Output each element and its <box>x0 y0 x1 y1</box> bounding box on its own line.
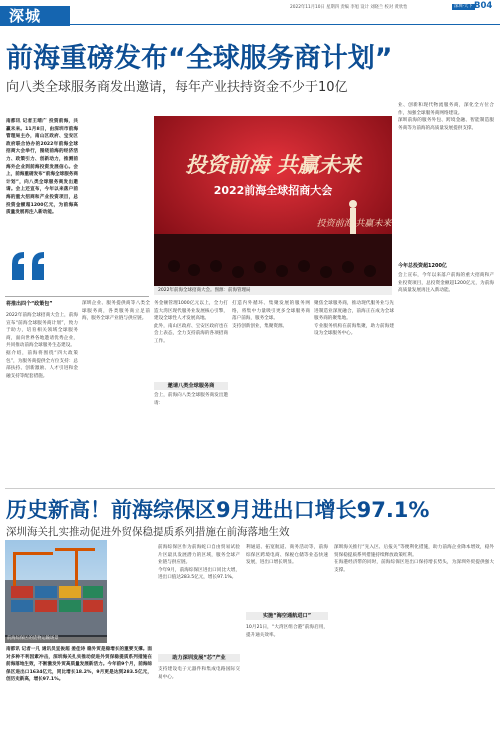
article1-photo-caption: 2022年前海全球招商大会。图源：前海管理局 <box>154 286 392 295</box>
article2-col3-tail: 10月21日，“大湾区组合港”前海启用，提升通关效率。 <box>246 625 328 638</box>
article1-col6-heading: 今年总投资超1200亿 <box>398 263 447 269</box>
article2-col3-heading: 实施“海空通航进口” <box>246 612 328 620</box>
quote-mark-icon <box>10 250 50 286</box>
article1-col4-body: 打造内外循环、集聚发展的服务网络，将集中力量吸引更多全球服务商落户前海，服务全球。 支持创新创业，集聚资源。 <box>232 301 310 329</box>
article1-col1-body: 2022年前海全球招商大会上，前海宣布“前海全球服务商计划”，致力于助力，培育相关领域全球服务商，面向世界各地邀请优秀企业，共同推动前海全球服务生态建设。 据介绍，前海将围绕“四大政策包”，为服务商提供全方位支持：总部扶持、创新激励、人才引进和金融支持等配套措施。 <box>6 313 78 379</box>
article1-subtitle: 向八类全球服务商发出邀请，每年产业扶持资金不少于10亿 <box>6 80 348 95</box>
article1-col3-body: 务金额管理1000亿元以上，全力打造大湾区现代服务业发展核心引擎，建设全球性人才发展高地。 此外，南山区政府、宝安区政府也在会上表态，全力支持前海的各项招商工作。 <box>154 301 228 344</box>
article2-col2-tail: 支持建设电子元器件和集成电路国际交易中心。 <box>158 667 240 680</box>
stage-title: 2022前海全球招商大会 <box>213 184 333 197</box>
article2-subtitle: 深圳海关扎实推动促进外贸保稳提质系列措施在前海落地生效 <box>6 526 290 538</box>
edition-badge: 深圳·天下 <box>454 4 473 9</box>
section-rule <box>5 296 149 297</box>
page-number: B04 <box>474 1 493 11</box>
article2-col2-heading: 助力深圳发展“芯”产业 <box>158 654 240 662</box>
article1-col2-body: 深圳企业、服务提供商等八类全球服务商，各类服务商立足前海，服务全球产业链与供应链。 <box>82 301 150 322</box>
article1-title[interactable]: 前海重磅发布“全球服务商计划” <box>6 43 393 74</box>
article2-col2-body: 前海综保区作为前海蛇口自由贸易试验片区最具发展潜力的区域，服务全球产业链与供应链。 今年9月，前海综保区进出口同比大增，进出口值达283.5亿元，增长97.1%。 <box>158 545 240 581</box>
article2-title[interactable]: 历史新高！前海综保区9月进出口增长97.1% <box>6 498 430 522</box>
article1-lead: 南都讯 记者王靖广 投资前海，共赢未来。11月8日，由深圳市前海管理局主办，南山区政府、宝安区政府联合协办的2022年前海全球招商大会举行，围绕前海的经济活力、政策引力、创新动力，推测前海外企业到前海投资发展信心。会上，前海重磅发布“前海全球服务商计划”，向八类全球服务商发出邀请。会上还宣布，今年以来落户前海的重大招商和产业投资项目，总投资金额超1200亿元，为前海高质量发展再注入新动能。 <box>6 119 78 216</box>
article1-photo[interactable] <box>154 116 392 286</box>
article-divider <box>5 488 495 489</box>
page-header <box>0 0 500 24</box>
article1-col6-body: 会上宣布，今年以来落户前海的重大招商和产业投资项目，总投资金额超1200亿元，为前海高质量发展再注入新动能。 <box>398 273 494 294</box>
article1-col5-body: 聚焦全球服务商，推动现代服务业与先进制造业深度融合，前海正在成为全球服务商的聚集地。 专业服务机构在前海集聚，助力前海建设为全球服务中心。 <box>314 301 394 337</box>
article1-col6-top: 业、创新和现代物流服务商，深化全方位合作，加强全球服务商网络建设。 深圳前海的服务外包、跨境金融、智能制造服务商等为前海的高质量发展提供支撑。 <box>398 103 494 131</box>
article2-lead: 南都讯 记者一凡 通讯员宣俊超 姜佳诗 稳外贸是稳增长的重要支撑。面对多种不利因素冲击，深圳海关扎实推动促进外贸保稳提质系列措施在前海落地生效，不断激发外贸高质量发展新活力。今年前9个月，前海综保区进出口1634亿元，同比增长18.2%，9月更是达到283.5亿元，创历史新高，增长97.1%。 <box>6 647 152 683</box>
article1-section1-heading: 将推出四个“政策包” <box>6 301 53 307</box>
stage-slogan: 投资前海 共赢未来 <box>185 152 361 177</box>
article2-photo[interactable] <box>5 540 107 637</box>
stage-side-slogan: 投资前海 共赢未来 <box>316 219 392 229</box>
conference-stage-image <box>154 116 392 286</box>
article1-section2-heading: 邀请八类全球服务商 <box>154 382 228 390</box>
section-banner: 深城 <box>0 6 70 26</box>
article1-col3-tail: 会上，前海向八类全球服务商发出邀请： <box>154 393 228 406</box>
header-rule <box>70 24 500 25</box>
date-line: 2022年11月10日 星期四 责编 李旭 设计 刘晓兰 校对 黄欣怡 <box>290 5 408 10</box>
article2-col3-body: 利通道、拓宽航道、商务活动等，前海综保区跨境电商、保税仓储等业态快速发展，进出口增长明显。 <box>246 545 328 566</box>
port-cargo-image <box>5 540 107 637</box>
article2-photo-caption: 前海综保区的货物运输场景 <box>5 635 107 643</box>
article2-col4-body: 深圳海关推行“先入区、后报关”等便利化措施，助力前海企业降本增效，稳外贸保稳提质系列措施持续释放政策红利。 在海港经济带的同时，前海综保区进出口保持增长势头，为深圳外贸提供强大支撑。 <box>334 545 494 573</box>
